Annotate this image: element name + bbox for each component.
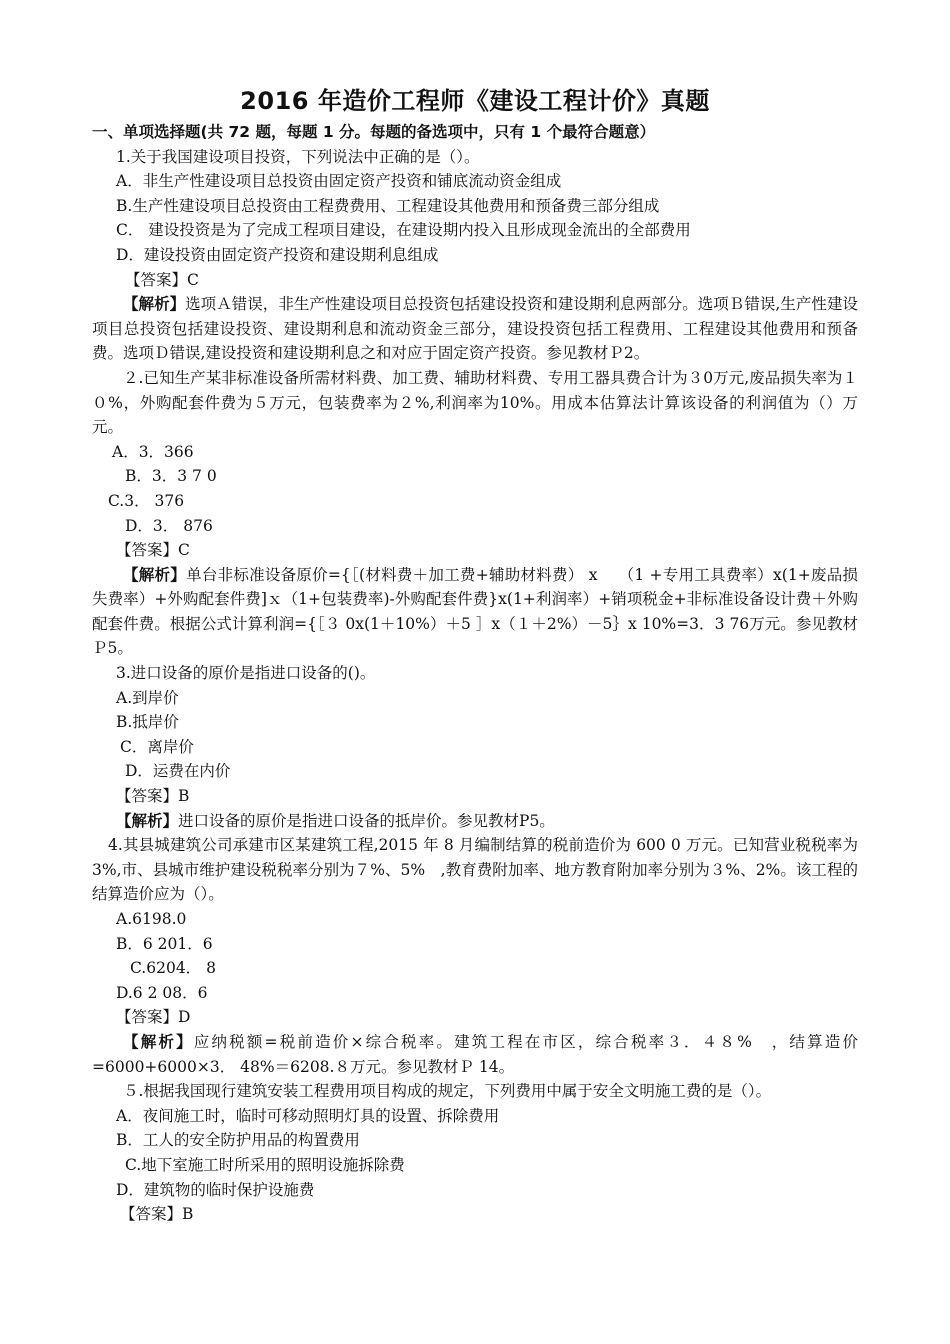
question-1-option-d: D．建设投资由固定资产投资和建设期利息组成 <box>116 245 439 264</box>
analysis-text: 单台非标准设备原价={［(材料费＋加工费+辅助材料费） x （1 +专用工具费率）x(1+废品损失费率）+外购配套件费]ｘ（1+包装费率)-外购配套件费}x(1+利润率）+销项税金+非标准设备设计费＋外购配套件费。根据公式计算利润={［３ 0x(1＋10%）＋5 ］x（１＋2%）－5｝x 10%=3．3 76万元。参见教材Ｐ5。 <box>92 565 858 658</box>
question-3-option-b: B.抵岸价 <box>116 713 179 732</box>
question-2-stem: ２.已知生产某非标准设备所需材料费、加工费、辅助材料费、专用工器具费合计为３0万元,废品损失率为１０%，外购配套件费为５万元，包装费率为２%,利润率为10%。用成本估算法计算该设备的利润值为（）万元。 <box>92 368 858 437</box>
question-2-analysis <box>92 563 858 661</box>
question-1-answer: 【答案】C <box>125 270 199 289</box>
question-3-stem: 3.进口设备的原价是指进口设备的()。 <box>116 664 376 683</box>
question-5-answer: 【答案】B <box>120 1205 194 1224</box>
question-4-stem: 4.其县城建筑公司承建市区某建筑工程,2015 年 8 月编制结算的税前造价为 600 0 万元。已知营业税税率为 3%,市、县城市维护建设税税率分别为７%、5% ,教育费附加率、地方教育附加率分别为３%、2%。该工程的结算造价应为（）。 <box>92 836 858 904</box>
question-2-option-b: B．3．3 7 0 <box>125 467 217 486</box>
question-3-option-d: D．运费在内价 <box>125 762 231 781</box>
question-4-option-d: D.6 2 08．6 <box>116 983 208 1002</box>
question-4-option-a: A.6198.0 <box>116 910 187 928</box>
page-title: 2016 年造价工程师《建设工程计价》真题 <box>240 87 710 115</box>
analysis-label: 【解析】 <box>123 294 186 314</box>
question-1-stem: 1.关于我国建设项目投资，下列说法中正确的是（）。 <box>116 147 480 166</box>
analysis-label: 【解析】 <box>123 1031 194 1051</box>
analysis-text: 应纳税额=税前造价×综合税率。建筑工程在市区，综合税率３．４８% ，结算造价=6000+6000×3． 48%＝6208.８万元。参见教材Ｐ 14。 <box>92 1032 858 1076</box>
question-2-answer: 【答案】C <box>116 541 190 560</box>
question-4-answer: 【答案】D <box>116 1008 191 1027</box>
question-5-option-d: D．建筑物的临时保护设施费 <box>116 1180 315 1199</box>
section-heading: 一、单项选择题(共 72 题，每题 1 分。每题的备选项中，只有 1 个最符合题意） <box>92 123 656 141</box>
question-5-option-a: A．夜间施工时，临时可移动照明灯具的设置、拆除费用 <box>116 1106 500 1125</box>
question-1-option-b: B.生产性建设项目总投资由工程费费用、工程建设其他费用和预备费三部分组成 <box>116 196 660 215</box>
question-3-answer: 【答案】B <box>116 787 190 806</box>
question-4-analysis <box>92 1030 858 1079</box>
question-5-option-c: C.地下室施工时所采用的照明设施拆除费 <box>125 1155 405 1174</box>
question-3-option-a: A.到岸价 <box>116 688 179 707</box>
question-4-option-c: C.6204． 8 <box>130 959 216 978</box>
analysis-label: 【解析】 <box>116 810 179 830</box>
question-5-option-b: B．工人的安全防护用品的构置费用 <box>116 1131 360 1150</box>
question-1-option-c: C． 建设投资是为了完成工程项目建设，在建设期内投入且形成现金流出的全部费用 <box>116 221 691 240</box>
analysis-text: 进口设备的原价是指进口设备的抵岸价。参见教材P5。 <box>178 811 555 830</box>
question-1-option-a: A．非生产性建设项目总投资由固定资产投资和铺底流动资金组成 <box>116 172 562 191</box>
question-3-option-c: C．离岸价 <box>120 737 194 756</box>
question-1-analysis <box>92 292 858 366</box>
question-5-stem: ５.根据我国现行建筑安装工程费用项目构成的规定，下列费用中属于安全文明施工费的是（）。 <box>123 1082 772 1101</box>
analysis-text: 选项Ａ错误，非生产性建设项目总投资包括建设投资和建设期利息两部分。选项Ｂ错误,生产性建设项目总投资包括建设投资、建设期利息和流动资金三部分，建设投资包括工程费用、工程建设其他费用和预备费。选项Ｄ错误,建设投资和建设期利息之和对应于固定资产投资。参见教材Ｐ2。 <box>92 295 858 363</box>
question-2-option-d: D．3． 876 <box>125 516 213 535</box>
question-2-option-c: C.3． 376 <box>108 491 185 510</box>
analysis-label: 【解析】 <box>123 564 187 584</box>
question-3-analysis <box>92 809 858 834</box>
question-2-option-a: A．3．366 <box>112 442 194 461</box>
question-4-option-b: B．6 201．6 <box>116 934 213 953</box>
